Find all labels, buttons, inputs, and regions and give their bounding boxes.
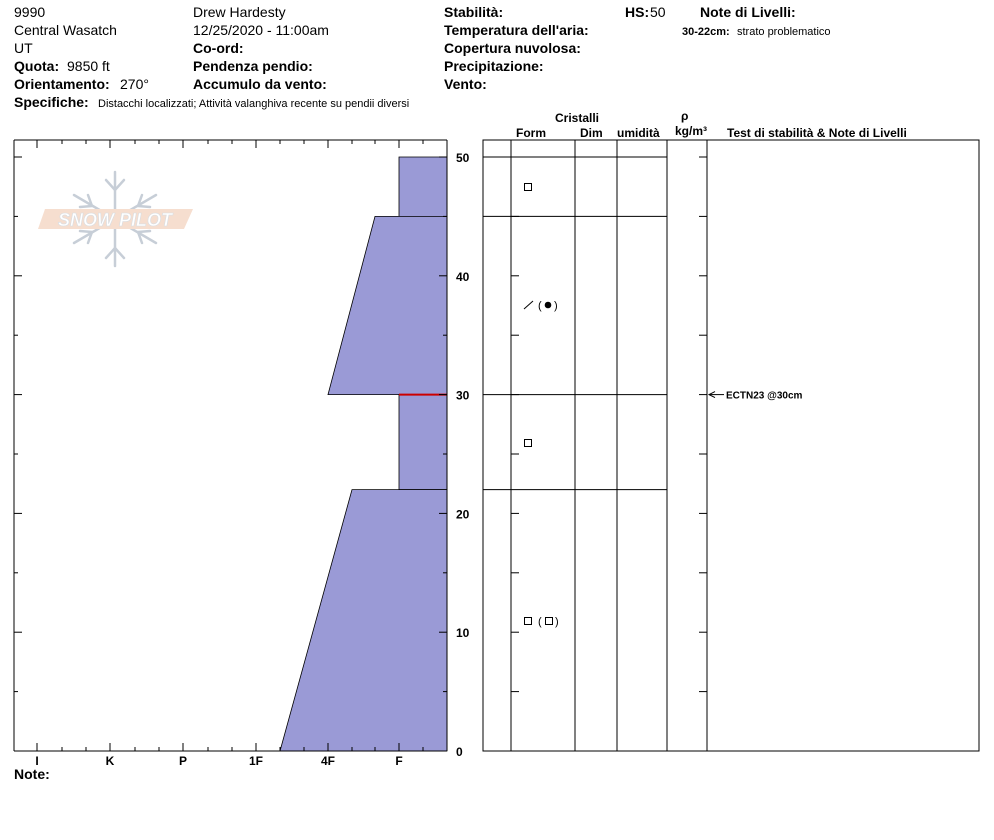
crystal-table bbox=[483, 140, 979, 751]
crystal-form-dot bbox=[545, 302, 552, 309]
hardness-profile bbox=[280, 157, 447, 751]
mountain-range: Central Wasatch bbox=[14, 22, 117, 38]
layer-note-range: 30-22cm: bbox=[682, 26, 730, 38]
hardness-layer-1 bbox=[399, 157, 447, 216]
slope-label: Pendenza pendio: bbox=[193, 58, 313, 74]
hardness-layer-2 bbox=[328, 216, 447, 394]
precipitation-label: Precipitazione: bbox=[444, 58, 544, 74]
layer-note-text: strato problematico bbox=[737, 26, 831, 38]
hardness-label-I: I bbox=[35, 754, 39, 768]
hardness-layer-3 bbox=[399, 395, 447, 490]
wind-label: Vento: bbox=[444, 76, 487, 92]
depth-label-50: 50 bbox=[456, 151, 470, 165]
elevation-label: Quota: bbox=[14, 58, 60, 74]
hardness-label-K: K bbox=[105, 754, 115, 768]
crystal-form-paren-close: ) bbox=[555, 616, 559, 628]
crystal-form-slash bbox=[524, 301, 533, 309]
dimension-header: Dim bbox=[580, 126, 603, 140]
crystal-form-square bbox=[525, 184, 532, 191]
specifics-label: Specifiche: bbox=[14, 94, 89, 110]
crystal-form-square-secondary bbox=[546, 618, 553, 625]
air-temperature-label: Temperatura dell'aria: bbox=[444, 22, 589, 38]
stability-label: Stabilità: bbox=[444, 4, 504, 20]
logo-text: SNOW PILOT bbox=[58, 210, 172, 230]
wind-loading-label: Accumulo da vento: bbox=[193, 76, 327, 92]
hardness-label-P: P bbox=[178, 754, 188, 768]
cloud-cover-label: Copertura nuvolosa: bbox=[444, 40, 581, 56]
crystal-form-square bbox=[525, 618, 532, 625]
specifics-value: Distacchi localizzati; Attività valanghiva recente su pendii diversi bbox=[98, 98, 410, 110]
crystal-form-paren-open: ( bbox=[538, 300, 542, 312]
hardness-label-F: F bbox=[395, 754, 403, 768]
density-unit-header: kg/m³ bbox=[675, 124, 708, 138]
stability-test-note: ECTN23 @30cm bbox=[726, 390, 803, 402]
snow-pilot-logo bbox=[38, 172, 193, 266]
table-border bbox=[483, 140, 979, 751]
crystal-form-square bbox=[525, 440, 532, 447]
rho-header: ρ bbox=[681, 109, 689, 123]
form-header: Form bbox=[516, 126, 546, 140]
notes-label: Note: bbox=[14, 766, 50, 782]
moisture-header: umidità bbox=[617, 126, 660, 140]
hardness-layer-4 bbox=[280, 490, 447, 751]
crystal-form-paren-open: ( bbox=[538, 616, 542, 628]
snow-height-value: 50 bbox=[650, 4, 666, 20]
crystals-header: Cristalli bbox=[555, 111, 600, 125]
snow-height-label: HS: bbox=[625, 4, 650, 20]
depth-label-30: 30 bbox=[456, 388, 470, 403]
layer-notes-label: Note di Livelli: bbox=[700, 4, 796, 20]
aspect-label: Orientamento: bbox=[14, 76, 110, 92]
crystal-form-paren-close: ) bbox=[554, 300, 558, 312]
depth-label-40: 40 bbox=[456, 269, 470, 284]
coordinates-label: Co-ord: bbox=[193, 40, 244, 56]
elevation-value: 9850 ft bbox=[67, 58, 110, 74]
hardness-label-1F: 1F bbox=[248, 754, 264, 768]
depth-label-10: 10 bbox=[456, 626, 470, 641]
observation-datetime: 12/25/2020 - 11:00am bbox=[193, 22, 329, 38]
tests-header: Test di stabilità & Note di Livelli bbox=[727, 126, 907, 140]
profile-id: 9990 bbox=[14, 4, 46, 20]
aspect-value: 270° bbox=[120, 76, 149, 92]
observer-name: Drew Hardesty bbox=[193, 4, 286, 20]
depth-label-20: 20 bbox=[456, 507, 470, 522]
hardness-label-4F: 4F bbox=[320, 754, 336, 768]
depth-label-0: 0 bbox=[456, 745, 463, 759]
state: UT bbox=[14, 40, 33, 56]
